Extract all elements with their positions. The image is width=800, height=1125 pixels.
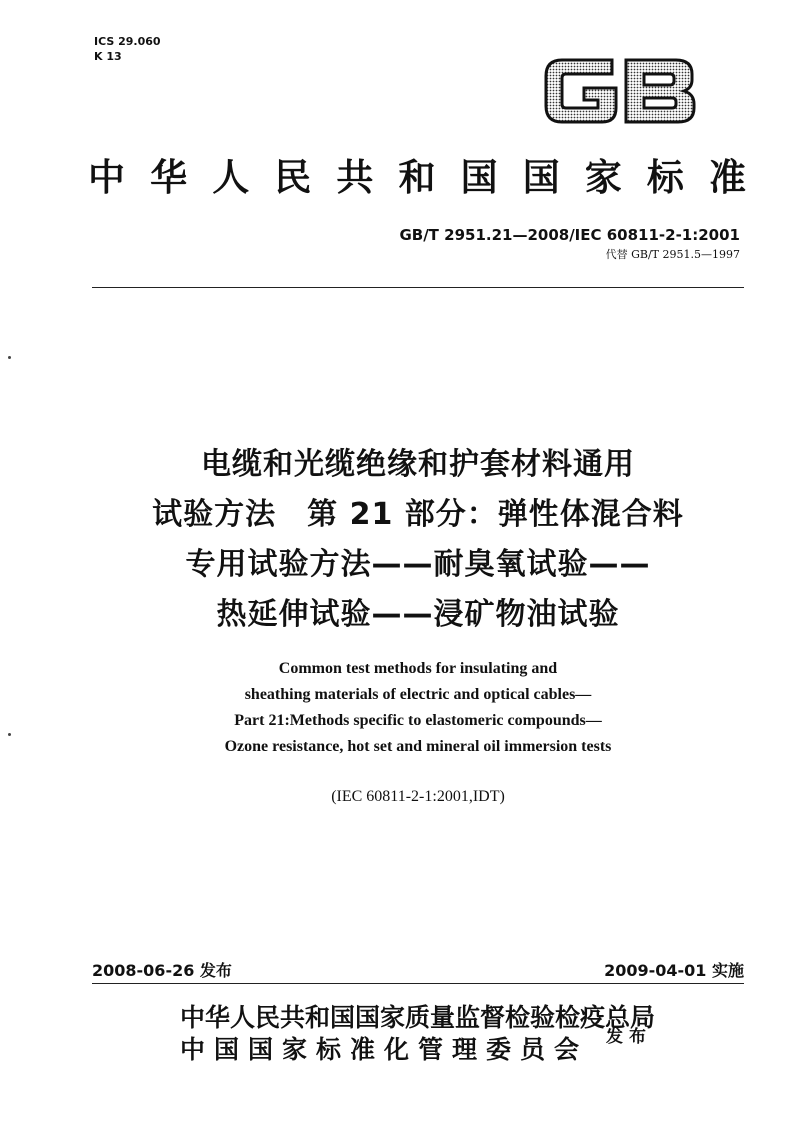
- classification-codes: [94, 34, 161, 64]
- english-title-line-2: sheathing materials of electric and optical cables—: [244, 686, 592, 703]
- replaces-standard: 代替 GB/T 2951.5—1997: [605, 248, 740, 261]
- english-title-line-4: Ozone resistance, hot set and mineral oil immersion tests: [224, 738, 612, 755]
- ccs-code: K 13: [94, 50, 122, 63]
- gb-logo-icon: [540, 50, 700, 130]
- chinese-title: [80, 440, 756, 640]
- english-title-line-3: Part 21:Methods specific to elastomeric compounds—: [234, 712, 602, 729]
- footer-divider: [92, 983, 744, 984]
- english-title-line-1: Common test methods for insulating and: [278, 660, 558, 677]
- scan-speck: [8, 733, 11, 736]
- issuing-authorities: [180, 1002, 655, 1066]
- effective-date: 2009-04-01 实施: [604, 961, 744, 980]
- issuer-aqsiq: 中华人民共和国国家质量监督检验检疫总局: [180, 1003, 656, 1032]
- publish-label: 发布: [606, 1027, 652, 1047]
- chinese-title-line-4: 热延伸试验——浸矿物油试验: [216, 597, 620, 632]
- ics-code: ICS 29.060: [94, 35, 161, 48]
- english-title: [80, 656, 756, 760]
- standard-number: GB/T 2951.21—2008/IEC 60811-2-1:2001: [399, 226, 740, 244]
- chinese-title-line-2: 试验方法 第 21 部分：弹性体混合料: [152, 497, 684, 532]
- header-divider: [92, 287, 744, 288]
- iec-equivalence: (IEC 60811-2-1:2001,IDT): [331, 788, 505, 805]
- scan-speck: [8, 356, 11, 359]
- issue-date: 2008-06-26 发布: [92, 961, 232, 980]
- national-standard-heading: 中华人民共和国国家标准: [88, 155, 748, 199]
- issuer-sac: 中国国家标准化管理委员会: [180, 1035, 589, 1064]
- chinese-title-line-1: 电缆和光缆绝缘和护套材料通用: [201, 447, 635, 482]
- chinese-title-line-3: 专用试验方法——耐臭氧试验——: [185, 547, 651, 582]
